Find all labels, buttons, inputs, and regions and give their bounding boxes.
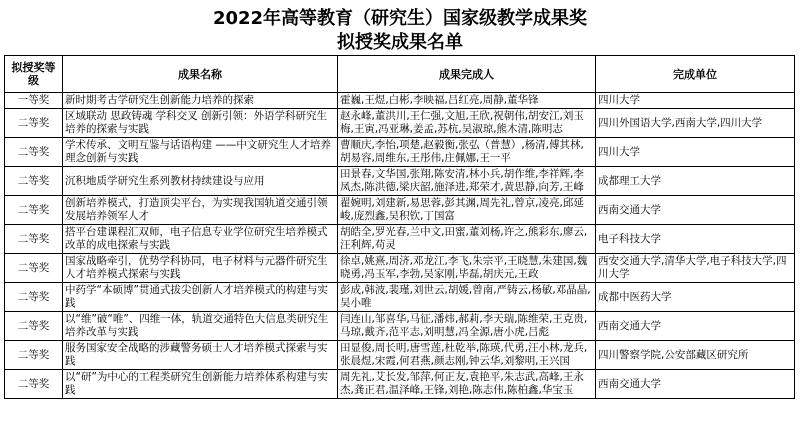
table-row	[5, 196, 795, 225]
award-level: 二等奖	[5, 225, 63, 254]
award-level: 二等奖	[5, 312, 63, 341]
achievement-unit: 西南交通大学	[596, 196, 795, 225]
achievement-people: 田景春,文华国,张翔,陈安清,林小兵,胡作维,李祥辉,李凤杰,陈洪德,梁庆韶,施泽进,郑荣才,黄思静,向芳,王峰	[338, 167, 596, 196]
achievement-people: 胡皓全,罗光春,兰中文,田蜜,董刘杨,许之,熊彩东,廖云,汪利辉,苟灵	[338, 225, 596, 254]
table-row	[5, 225, 795, 254]
award-level: 一等奖	[5, 93, 63, 109]
achievement-people: 闫连山,邹喜华,马征,潘炜,郝莉,李天瑞,陈维荣,王克贵,马琼,戴齐,范平志,刘明慧,冯全源,唐小虎,吕彪	[338, 312, 596, 341]
achievement-name: 国家战略牵引，优势学科协同，电子材料与元器件研究生人才培养模式探索与实践	[63, 254, 338, 283]
achievement-unit: 四川外国语大学,西南大学,四川大学	[596, 109, 795, 138]
achievement-name: 学术传承、文明互鉴与话语构建 ——中文研究生人才培养理念创新与实践	[63, 138, 338, 167]
achievement-people: 曹顺庆,李怡,项楚,赵毅衡,张弘（普慧）,杨清,傅其林,胡易容,周维东,王彤伟,庄佩娜,王一平	[338, 138, 596, 167]
table-header-row	[5, 56, 795, 93]
achievement-unit: 成都中医药大学	[596, 283, 795, 312]
table-row	[5, 167, 795, 196]
award-level: 二等奖	[5, 109, 63, 138]
awards-table	[4, 55, 795, 399]
table-row	[5, 254, 795, 283]
achievement-people: 徐卓,姚熹,周济,邓龙江,李飞,朱宗平,王晓慧,朱建国,魏晓勇,冯玉军,李勃,吴家刚,毕磊,胡庆元,王政	[338, 254, 596, 283]
achievement-name: 中药学“本硕博”贯通式拔尖创新人才培养模式的构建与实践	[63, 283, 338, 312]
achievement-unit: 西南交通大学	[596, 370, 795, 399]
achievement-people: 翟婉明,刘建新,易思蓉,彭其渊,周先礼,曾京,凌亮,邱延峻,庞烈鑫,吴积钦,丁国富	[338, 196, 596, 225]
achievement-people: 田显俊,周长明,唐雪莲,杜乾举,陈瑛,代勇,汪小林,龙兵,张晨煜,宋霞,何君燕,颜志刚,钟云华,刘黎明,王兴国	[338, 341, 596, 370]
achievement-unit: 四川大学	[596, 138, 795, 167]
achievement-people: 彭成,韩波,裴瑾,刘世云,胡媛,曾南,严铸云,杨敏,邓晶晶,吴小唯	[338, 283, 596, 312]
achievement-name: 沉积地质学研究生系列教材持续建设与应用	[63, 167, 338, 196]
table-row	[5, 370, 795, 399]
achievement-unit: 成都理工大学	[596, 167, 795, 196]
achievement-unit: 四川大学	[596, 93, 795, 109]
achievement-unit: 西南交通大学	[596, 312, 795, 341]
award-level: 二等奖	[5, 341, 63, 370]
table-row	[5, 283, 795, 312]
table-row	[5, 109, 795, 138]
award-level: 二等奖	[5, 167, 63, 196]
column-header-people: 成果完成人	[338, 56, 596, 93]
achievement-unit: 西安交通大学,清华大学,电子科技大学,四川大学	[596, 254, 795, 283]
table-row	[5, 312, 795, 341]
achievement-name: 新时期考古学研究生创新能力培养的探索	[63, 93, 338, 109]
achievement-name: 创新培养模式，打造顶尖平台，为实现我国轨道交通引领发展培养领军人才	[63, 196, 338, 225]
page-subtitle: 拟授奖成果名单	[337, 32, 463, 53]
achievement-unit: 四川警察学院,公安部藏区研究所	[596, 341, 795, 370]
achievement-name: 以“维”破“唯”、四维一体，轨道交通特色大信息类研究生培养改革与实践	[63, 312, 338, 341]
award-level: 二等奖	[5, 138, 63, 167]
page-title: 2022年高等教育（研究生）国家级教学成果奖	[212, 8, 588, 29]
achievement-people: 赵永峰,董洪川,王仁强,文旭,王欣,祝朝伟,胡安江,刘玉梅,王寅,冯亚琳,姜孟,苏杭,吴淑琼,熊木清,陈明志	[338, 109, 596, 138]
achievement-people: 周先礼,艾长发,邹萍,何正友,袁艳平,朱志武,高峰,王永杰,龚正君,温泽峰,王锋,刘艳,陈志伟,陈柏鑫,华宝玉	[338, 370, 596, 399]
award-level: 二等奖	[5, 283, 63, 312]
achievement-name: 服务国家安全战略的涉藏警务硕士人才培养模式探索与实践	[63, 341, 338, 370]
table-row	[5, 138, 795, 167]
table-row	[5, 341, 795, 370]
achievement-name: 区域联动 思政铸魂 学科交叉 创新引领：外语学科研究生培养的探索与实践	[63, 109, 338, 138]
achievement-name: 以“研”为中心的工程类研究生创新能力培养体系构建与实践	[63, 370, 338, 399]
column-header-name: 成果名称	[63, 56, 338, 93]
award-level: 二等奖	[5, 370, 63, 399]
achievement-unit: 电子科技大学	[596, 225, 795, 254]
achievement-name: 搭平台建课程汇双师，电子信息专业学位研究生培养模式改革的成电探索与实践	[63, 225, 338, 254]
column-header-level: 拟授奖等级	[5, 56, 63, 93]
award-level: 二等奖	[5, 254, 63, 283]
table-row	[5, 93, 795, 109]
award-level: 二等奖	[5, 196, 63, 225]
column-header-unit: 完成单位	[596, 56, 795, 93]
achievement-people: 霍巍,王煜,白彬,李映福,吕红亮,周静,董华锋	[338, 93, 596, 109]
